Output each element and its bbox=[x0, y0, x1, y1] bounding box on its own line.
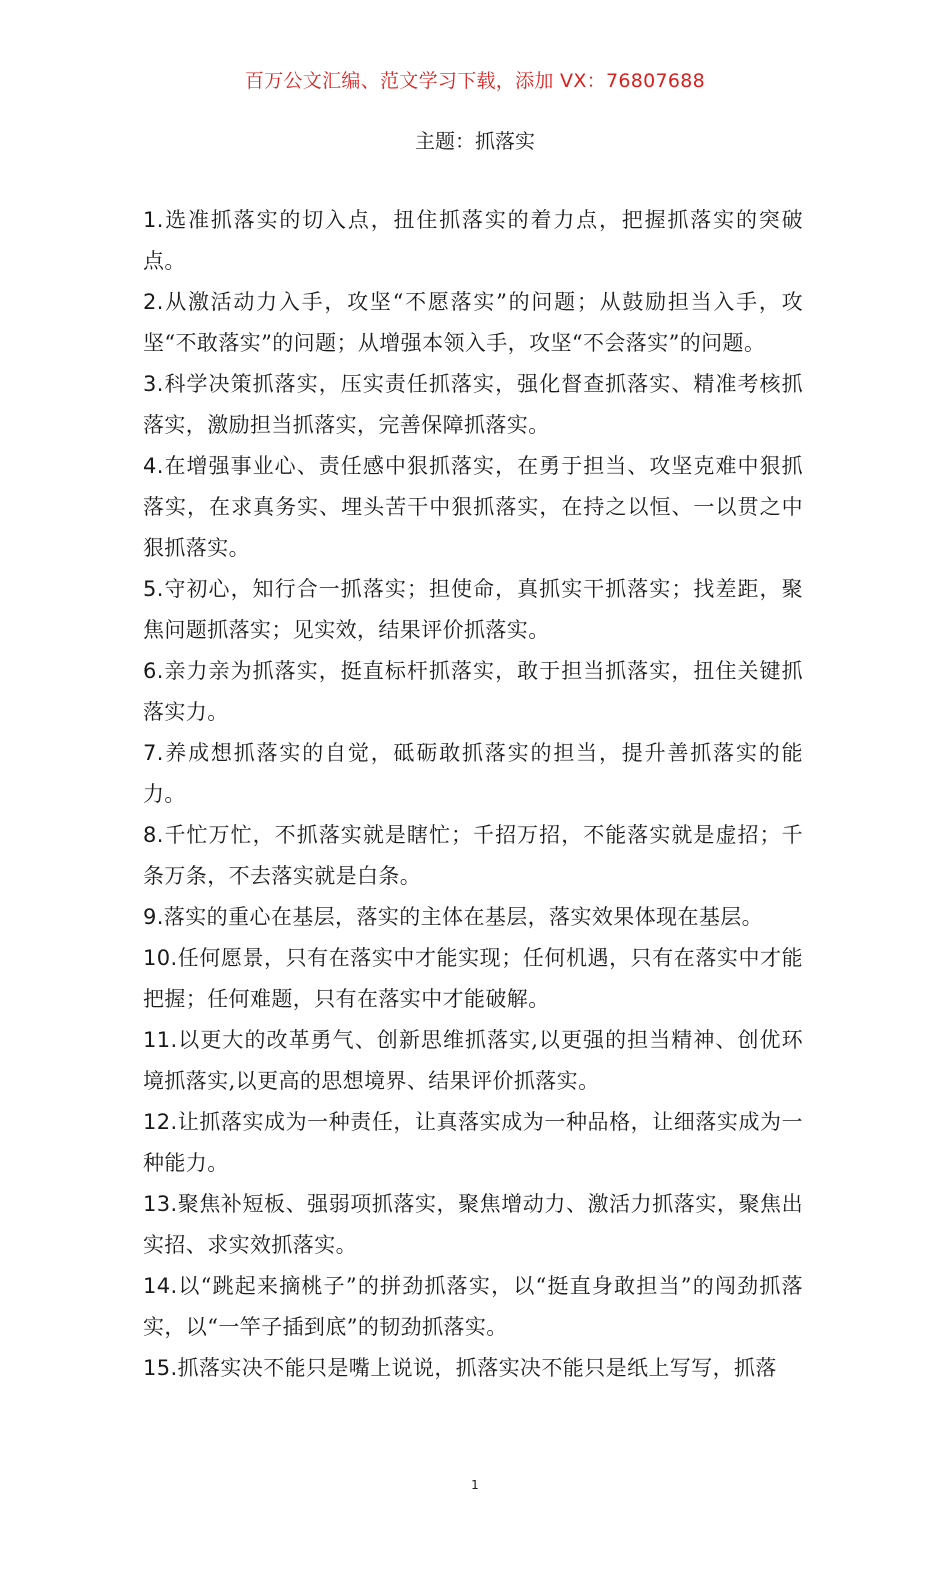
item-text: 守初心，知行合一抓落实；担使命，真抓实干抓落实；找差距，聚焦问题抓落实；见实效，结果评价抓落实。 bbox=[143, 577, 803, 642]
list-item bbox=[143, 651, 803, 733]
item-number: 13. bbox=[143, 1192, 178, 1216]
item-text: 以“跳起来摘桃子”的拼劲抓落实，以“挺直身敢担当”的闯劲抓落实，以“一竿子插到底”的韧劲抓落实。 bbox=[143, 1274, 803, 1339]
item-number: 15. bbox=[143, 1356, 178, 1380]
item-number: 2. bbox=[143, 290, 164, 314]
item-text: 在增强事业心、责任感中狠抓落实，在勇于担当、攻坚克难中狠抓落实，在求真务实、埋头苦干中狠抓落实，在持之以恒、一以贯之中狠抓落实。 bbox=[143, 454, 803, 560]
item-number: 4. bbox=[143, 454, 164, 478]
item-number: 8. bbox=[143, 823, 164, 847]
item-number: 1. bbox=[143, 208, 164, 232]
item-text: 千忙万忙，不抓落实就是瞎忙；千招万招，不能落实就是虚招；千条万条，不去落实就是白条。 bbox=[143, 823, 803, 888]
item-number: 7. bbox=[143, 741, 164, 765]
item-text: 亲力亲为抓落实，挺直标杆抓落实，敢于担当抓落实，扭住关键抓落实力。 bbox=[143, 659, 803, 724]
document-body bbox=[143, 200, 803, 1389]
item-text: 以更大的改革勇气、创新思维抓落实,以更强的担当精神、创优环境抓落实,以更高的思想境界、结果评价抓落实。 bbox=[143, 1028, 803, 1093]
page-number: 1 bbox=[471, 1478, 479, 1492]
list-item bbox=[143, 938, 803, 1020]
item-number: 3. bbox=[143, 372, 164, 396]
list-item bbox=[143, 282, 803, 364]
item-text: 让抓落实成为一种责任，让真落实成为一种品格，让细落实成为一种能力。 bbox=[143, 1110, 803, 1175]
item-text: 从激活动力入手，攻坚“不愿落实”的问题；从鼓励担当入手，攻坚“不敢落实”的问题；从增强本领入手，攻坚“不会落实”的问题。 bbox=[143, 290, 803, 355]
item-number: 12. bbox=[143, 1110, 178, 1134]
list-item bbox=[143, 897, 803, 938]
item-number: 11. bbox=[143, 1028, 178, 1052]
list-item bbox=[143, 446, 803, 569]
list-item bbox=[143, 1184, 803, 1266]
list-item bbox=[143, 1266, 803, 1348]
document-title: 主题：抓落实 bbox=[415, 129, 535, 153]
list-item bbox=[143, 1348, 803, 1389]
watermark-banner: 百万公文汇编、范文学习下载，添加 VX：76807688 bbox=[244, 70, 706, 92]
item-text: 养成想抓落实的自觉，砥砺敢抓落实的担当，提升善抓落实的能力。 bbox=[143, 741, 803, 806]
list-item bbox=[143, 364, 803, 446]
list-item bbox=[143, 200, 803, 282]
list-item bbox=[143, 569, 803, 651]
item-number: 9. bbox=[143, 905, 164, 929]
item-text: 选准抓落实的切入点，扭住抓落实的着力点，把握抓落实的突破点。 bbox=[143, 208, 803, 273]
list-item bbox=[143, 815, 803, 897]
item-text: 聚焦补短板、强弱项抓落实，聚焦增动力、激活力抓落实，聚焦出实招、求实效抓落实。 bbox=[143, 1192, 803, 1257]
item-text: 落实的重心在基层，落实的主体在基层，落实效果体现在基层。 bbox=[163, 905, 764, 929]
item-number: 6. bbox=[143, 659, 164, 683]
item-text: 任何愿景，只有在落实中才能实现；任何机遇，只有在落实中才能把握；任何难题，只有在落实中才能破解。 bbox=[143, 946, 803, 1011]
item-text: 科学决策抓落实，压实责任抓落实，强化督查抓落实、精准考核抓落实，激励担当抓落实，完善保障抓落实。 bbox=[143, 372, 803, 437]
list-item bbox=[143, 1102, 803, 1184]
item-number: 5. bbox=[143, 577, 164, 601]
list-item bbox=[143, 1020, 803, 1102]
item-number: 10. bbox=[143, 946, 178, 970]
item-text: 抓落实决不能只是嘴上说说，抓落实决不能只是纸上写写，抓落 bbox=[177, 1356, 777, 1380]
list-item bbox=[143, 733, 803, 815]
item-number: 14. bbox=[143, 1274, 178, 1298]
